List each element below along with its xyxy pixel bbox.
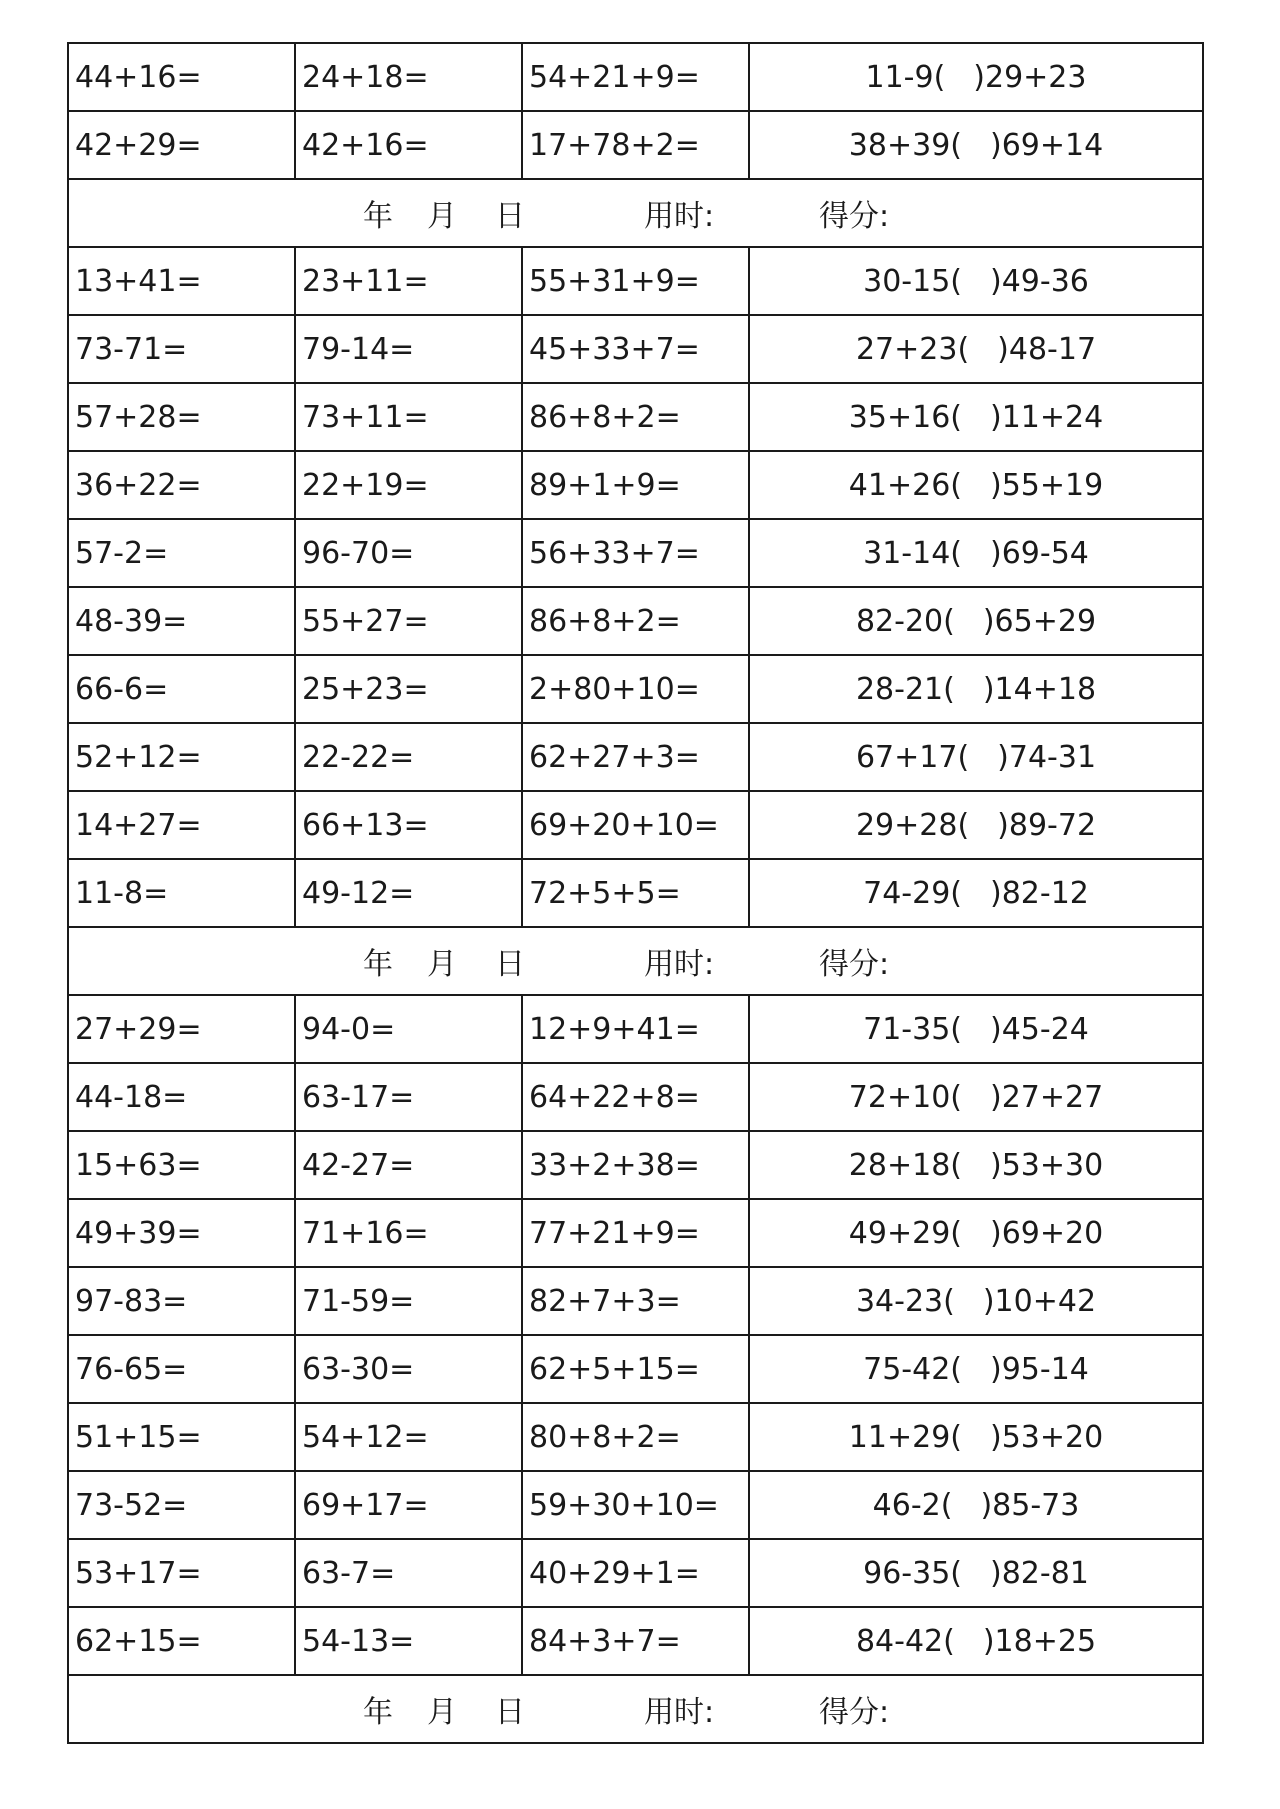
problem-cell-a: 42+29=	[68, 111, 295, 179]
comparison-left: 27+23(	[855, 331, 970, 367]
problem-row	[68, 1403, 1203, 1471]
problem-cell-a: 52+12=	[68, 723, 295, 791]
problem-cell-b: 49-12=	[295, 859, 522, 927]
comparison-cell	[749, 1131, 1203, 1199]
problem-cell-a: 57+28=	[68, 383, 295, 451]
header-row	[68, 927, 1203, 995]
score-label: 得分:	[819, 1695, 890, 1730]
comparison-left: 71-35(	[863, 1011, 962, 1047]
worksheet-table	[67, 42, 1204, 1744]
problem-cell-b: 54-13=	[295, 1607, 522, 1675]
problem-cell-b: 23+11=	[295, 247, 522, 315]
comparison-right: )49-36	[990, 263, 1089, 299]
comparison-cell	[749, 1539, 1203, 1607]
problem-cell-c: 40+29+1=	[522, 1539, 749, 1607]
comparison-cell	[749, 1267, 1203, 1335]
comparison-left: 28-21(	[855, 671, 955, 707]
problem-cell-b: 22+19=	[295, 451, 522, 519]
comparison-left: 34-23(	[855, 1283, 955, 1319]
problem-cell-c: 72+5+5=	[522, 859, 749, 927]
comparison-left: 31-14(	[863, 535, 962, 571]
problem-row	[68, 111, 1203, 179]
problem-cell-a: 14+27=	[68, 791, 295, 859]
comparison-cell	[749, 723, 1203, 791]
comparison-right: )53+20	[990, 1419, 1104, 1455]
comparison-left: 35+16(	[848, 399, 962, 435]
problem-cell-a: 15+63=	[68, 1131, 295, 1199]
problem-cell-c: 17+78+2=	[522, 111, 749, 179]
comparison-right: )95-14	[990, 1351, 1089, 1387]
problem-row	[68, 451, 1203, 519]
problem-cell-b: 63-30=	[295, 1335, 522, 1403]
comparison-right: )29+23	[973, 59, 1087, 95]
problem-cell-c: 54+21+9=	[522, 43, 749, 111]
problem-cell-a: 97-83=	[68, 1267, 295, 1335]
problem-cell-b: 69+17=	[295, 1471, 522, 1539]
comparison-right: )69-54	[990, 535, 1089, 571]
problem-cell-a: 73-71=	[68, 315, 295, 383]
problem-row	[68, 1539, 1203, 1607]
problem-cell-a: 13+41=	[68, 247, 295, 315]
year-label: 年	[363, 199, 393, 234]
header-labels	[69, 928, 1202, 994]
problem-cell-a: 51+15=	[68, 1403, 295, 1471]
problem-cell-c: 62+27+3=	[522, 723, 749, 791]
date-time-score-header	[68, 927, 1203, 995]
problem-cell-b: 71+16=	[295, 1199, 522, 1267]
problem-cell-b: 24+18=	[295, 43, 522, 111]
month-label: 月	[427, 199, 457, 234]
problem-cell-b: 63-17=	[295, 1063, 522, 1131]
time-used-label: 用时:	[644, 947, 715, 982]
problem-cell-a: 73-52=	[68, 1471, 295, 1539]
problem-cell-b: 71-59=	[295, 1267, 522, 1335]
comparison-cell	[749, 43, 1203, 111]
problem-row	[68, 43, 1203, 111]
comparison-left: 84-42(	[855, 1623, 955, 1659]
problem-row	[68, 587, 1203, 655]
problem-cell-c: 69+20+10=	[522, 791, 749, 859]
header-labels	[69, 1676, 1202, 1742]
problem-cell-c: 84+3+7=	[522, 1607, 749, 1675]
day-label: 日	[495, 947, 525, 982]
problem-row	[68, 1471, 1203, 1539]
comparison-cell	[749, 1063, 1203, 1131]
comparison-right: )27+27	[990, 1079, 1104, 1115]
comparison-right: )11+24	[990, 399, 1104, 435]
comparison-cell	[749, 247, 1203, 315]
day-label: 日	[495, 199, 525, 234]
worksheet-body	[68, 43, 1203, 1743]
comparison-left: 28+18(	[848, 1147, 962, 1183]
comparison-cell	[749, 1471, 1203, 1539]
time-used-label: 用时:	[644, 199, 715, 234]
problem-cell-c: 45+33+7=	[522, 315, 749, 383]
problem-cell-b: 42+16=	[295, 111, 522, 179]
problem-row	[68, 655, 1203, 723]
problem-row	[68, 995, 1203, 1063]
score-label: 得分:	[819, 199, 890, 234]
comparison-cell	[749, 655, 1203, 723]
problem-cell-c: 2+80+10=	[522, 655, 749, 723]
year-label: 年	[363, 947, 393, 982]
problem-cell-b: 55+27=	[295, 587, 522, 655]
problem-row	[68, 1131, 1203, 1199]
problem-row	[68, 723, 1203, 791]
comparison-right: )89-72	[997, 807, 1097, 843]
comparison-cell	[749, 451, 1203, 519]
problem-cell-c: 55+31+9=	[522, 247, 749, 315]
comparison-right: )14+18	[982, 671, 1097, 707]
comparison-right: )82-12	[990, 875, 1089, 911]
comparison-right: )48-17	[997, 331, 1097, 367]
comparison-left: 11-9(	[865, 59, 946, 95]
problem-cell-a: 11-8=	[68, 859, 295, 927]
problem-cell-c: 33+2+38=	[522, 1131, 749, 1199]
problem-cell-c: 64+22+8=	[522, 1063, 749, 1131]
problem-cell-c: 80+8+2=	[522, 1403, 749, 1471]
problem-cell-c: 62+5+15=	[522, 1335, 749, 1403]
comparison-cell	[749, 1335, 1203, 1403]
comparison-cell	[749, 383, 1203, 451]
problem-cell-b: 66+13=	[295, 791, 522, 859]
problem-cell-b: 73+11=	[295, 383, 522, 451]
problem-cell-a: 44+16=	[68, 43, 295, 111]
problem-cell-c: 56+33+7=	[522, 519, 749, 587]
problem-cell-a: 36+22=	[68, 451, 295, 519]
problem-row	[68, 247, 1203, 315]
comparison-right: )85-73	[980, 1487, 1080, 1523]
comparison-left: 82-20(	[855, 603, 955, 639]
problem-cell-a: 48-39=	[68, 587, 295, 655]
comparison-right: )69+14	[990, 127, 1104, 163]
header-row	[68, 179, 1203, 247]
problem-cell-b: 94-0=	[295, 995, 522, 1063]
problem-cell-c: 77+21+9=	[522, 1199, 749, 1267]
comparison-left: 67+17(	[855, 739, 970, 775]
comparison-right: )69+20	[990, 1215, 1104, 1251]
date-time-score-header	[68, 1675, 1203, 1743]
problem-cell-a: 27+29=	[68, 995, 295, 1063]
comparison-cell	[749, 111, 1203, 179]
comparison-cell	[749, 1607, 1203, 1675]
problem-row	[68, 859, 1203, 927]
comparison-left: 29+28(	[855, 807, 970, 843]
problem-cell-c: 86+8+2=	[522, 383, 749, 451]
header-labels	[69, 180, 1202, 246]
comparison-left: 41+26(	[848, 467, 962, 503]
score-label: 得分:	[819, 947, 890, 982]
problem-cell-b: 96-70=	[295, 519, 522, 587]
problem-cell-c: 12+9+41=	[522, 995, 749, 1063]
problem-row	[68, 519, 1203, 587]
header-row	[68, 1675, 1203, 1743]
problem-cell-a: 57-2=	[68, 519, 295, 587]
comparison-cell	[749, 587, 1203, 655]
problem-cell-b: 79-14=	[295, 315, 522, 383]
problem-cell-a: 49+39=	[68, 1199, 295, 1267]
problem-cell-b: 54+12=	[295, 1403, 522, 1471]
comparison-right: )10+42	[982, 1283, 1097, 1319]
problem-row	[68, 1267, 1203, 1335]
problem-row	[68, 791, 1203, 859]
problem-row	[68, 315, 1203, 383]
comparison-left: 74-29(	[863, 875, 962, 911]
comparison-right: )18+25	[982, 1623, 1097, 1659]
year-label: 年	[363, 1695, 393, 1730]
problem-cell-c: 86+8+2=	[522, 587, 749, 655]
comparison-right: )65+29	[982, 603, 1097, 639]
problem-row	[68, 1607, 1203, 1675]
problem-row	[68, 1063, 1203, 1131]
problem-cell-b: 22-22=	[295, 723, 522, 791]
comparison-right: )53+30	[990, 1147, 1104, 1183]
comparison-left: 38+39(	[848, 127, 962, 163]
comparison-cell	[749, 791, 1203, 859]
day-label: 日	[495, 1695, 525, 1730]
comparison-cell	[749, 1403, 1203, 1471]
problem-cell-a: 66-6=	[68, 655, 295, 723]
problem-cell-c: 59+30+10=	[522, 1471, 749, 1539]
problem-cell-a: 76-65=	[68, 1335, 295, 1403]
comparison-right: )82-81	[990, 1555, 1089, 1591]
comparison-left: 49+29(	[848, 1215, 962, 1251]
problem-cell-b: 42-27=	[295, 1131, 522, 1199]
comparison-right: )74-31	[997, 739, 1097, 775]
problem-cell-a: 44-18=	[68, 1063, 295, 1131]
problem-row	[68, 383, 1203, 451]
comparison-cell	[749, 995, 1203, 1063]
problem-cell-b: 25+23=	[295, 655, 522, 723]
problem-cell-a: 62+15=	[68, 1607, 295, 1675]
date-time-score-header	[68, 179, 1203, 247]
comparison-right: )55+19	[990, 467, 1104, 503]
comparison-left: 72+10(	[848, 1079, 962, 1115]
month-label: 月	[427, 947, 457, 982]
comparison-left: 75-42(	[863, 1351, 962, 1387]
problem-row	[68, 1335, 1203, 1403]
comparison-left: 96-35(	[863, 1555, 962, 1591]
comparison-cell	[749, 1199, 1203, 1267]
comparison-left: 46-2(	[872, 1487, 953, 1523]
problem-cell-a: 53+17=	[68, 1539, 295, 1607]
month-label: 月	[427, 1695, 457, 1730]
comparison-right: )45-24	[990, 1011, 1089, 1047]
problem-cell-c: 82+7+3=	[522, 1267, 749, 1335]
problem-row	[68, 1199, 1203, 1267]
comparison-cell	[749, 315, 1203, 383]
time-used-label: 用时:	[644, 1695, 715, 1730]
problem-cell-b: 63-7=	[295, 1539, 522, 1607]
comparison-left: 11+29(	[848, 1419, 962, 1455]
comparison-cell	[749, 859, 1203, 927]
problem-cell-c: 89+1+9=	[522, 451, 749, 519]
comparison-left: 30-15(	[863, 263, 962, 299]
comparison-cell	[749, 519, 1203, 587]
